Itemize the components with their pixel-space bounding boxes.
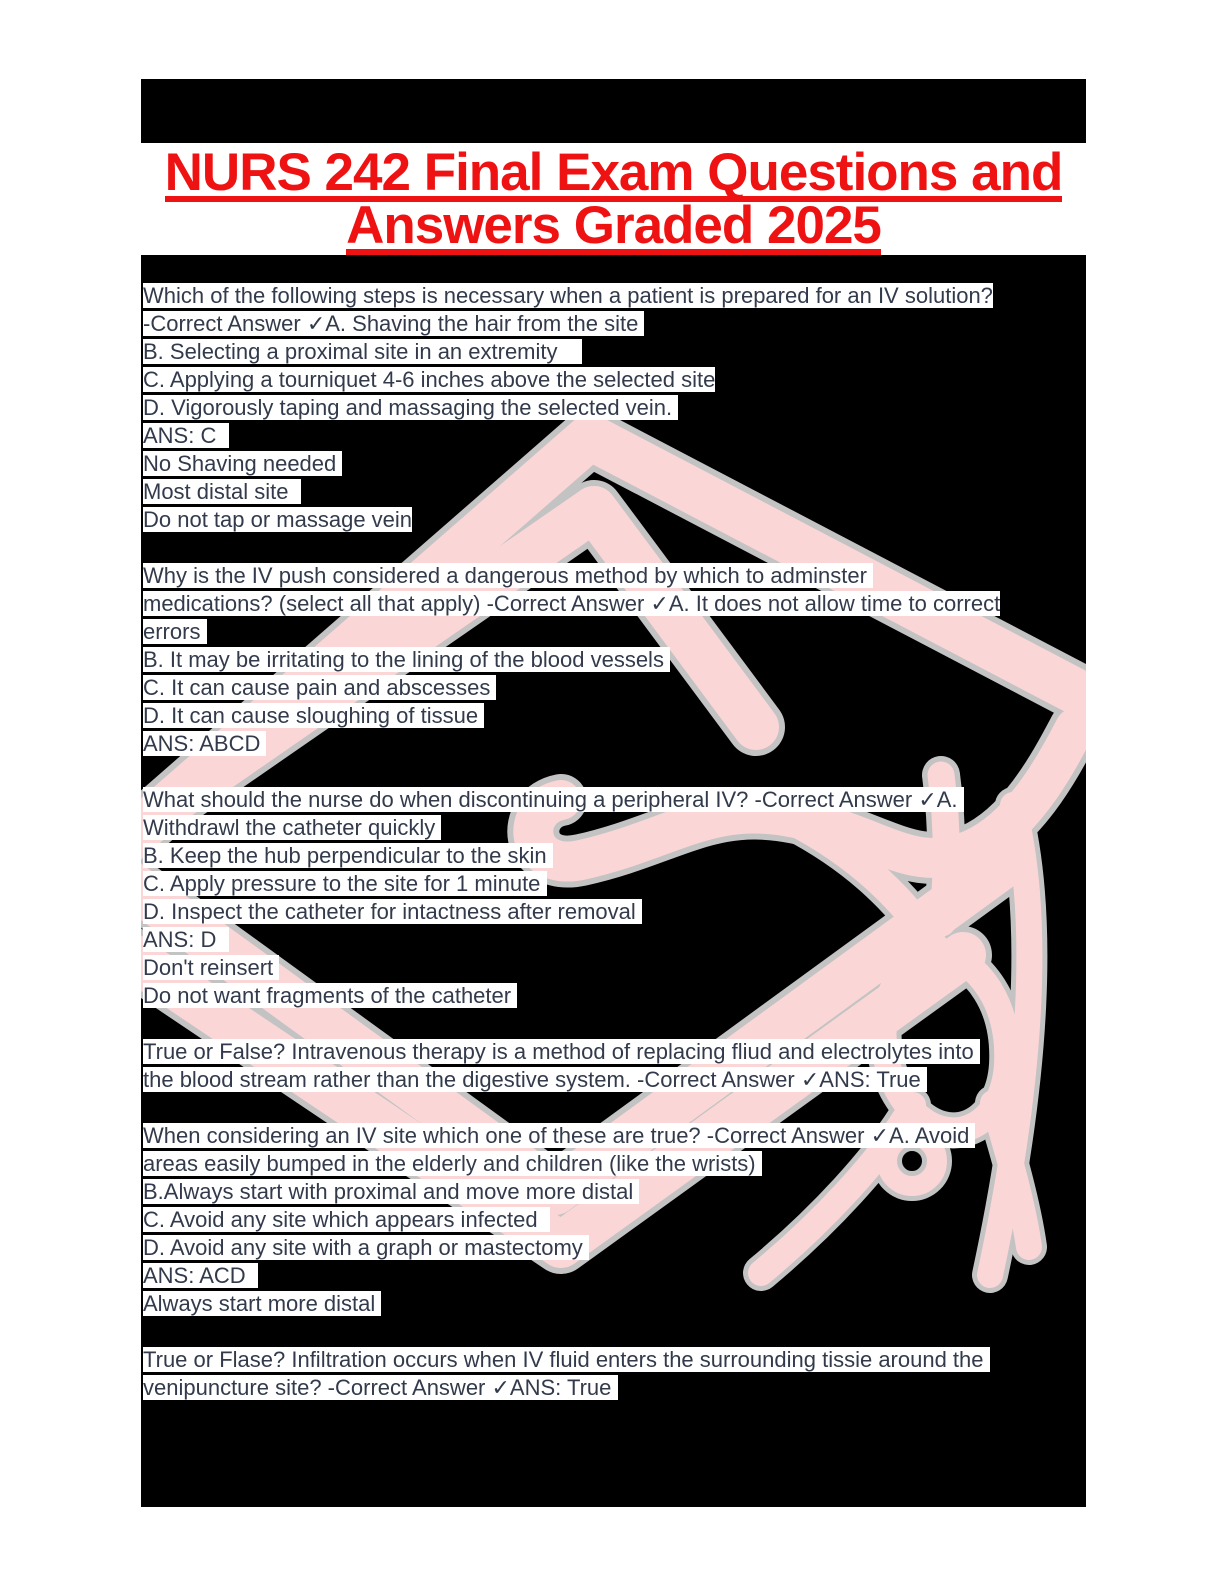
highlighted-text: medications? (select all that apply) -Correct Answer ✓A. It does not allow time to correct: [143, 591, 1001, 616]
page-title-text-2: Answers Graded 2025: [346, 196, 881, 255]
text-line: [143, 450, 1084, 478]
highlighted-text: What should the nurse do when discontinuing a peripheral IV? -Correct Answer ✓A.: [143, 787, 964, 812]
text-line: [143, 814, 1084, 842]
highlighted-text: B. It may be irritating to the lining of the blood vessels: [143, 647, 671, 672]
highlighted-text: Most distal site: [143, 479, 301, 504]
text-line: [143, 562, 1084, 590]
highlighted-text: D. It can cause sloughing of tissue: [143, 703, 485, 728]
highlighted-text: ANS: D: [143, 927, 229, 952]
text-line: [143, 982, 1084, 1010]
text-line: [143, 1262, 1084, 1290]
text-line: [143, 422, 1084, 450]
text-line: [143, 786, 1084, 814]
highlighted-text: Which of the following steps is necessary when a patient is prepared for an IV solution?: [143, 283, 993, 308]
page-title-line-1: [141, 143, 1086, 202]
highlighted-text: the blood stream rather than the digestive system. -Correct Answer ✓ANS: True: [143, 1067, 927, 1092]
text-line: [143, 394, 1084, 422]
highlighted-text: venipuncture site? -Correct Answer ✓ANS: True: [143, 1375, 618, 1400]
text-line: [143, 1122, 1084, 1150]
text-line: [143, 1178, 1084, 1206]
document-body: [141, 255, 1086, 1507]
highlighted-text: Always start more distal: [143, 1291, 382, 1316]
highlighted-text: C. It can cause pain and abscesses: [143, 675, 497, 700]
blank-line: [143, 758, 1084, 786]
highlighted-text: True or False? Intravenous therapy is a method of replacing fliud and electrolytes into: [143, 1039, 980, 1064]
page-title-text-1: NURS 242 Final Exam Questions and: [164, 143, 1063, 202]
highlighted-text: D. Avoid any site with a graph or mastectomy: [143, 1235, 589, 1260]
highlighted-text: -Correct Answer ✓A. Shaving the hair from the site: [143, 311, 645, 336]
highlighted-text: Why is the IV push considered a dangerous method by which to adminster: [143, 563, 874, 588]
text-layer: [143, 255, 1084, 1402]
title-band: [141, 143, 1086, 255]
text-line: [143, 842, 1084, 870]
text-line: [143, 338, 1084, 366]
highlighted-text: Don't reinsert: [143, 955, 280, 980]
top-black-bar: [141, 79, 1086, 143]
highlighted-text: B.Always start with proximal and move more distal: [143, 1179, 640, 1204]
text-line: [143, 1234, 1084, 1262]
highlighted-text: C. Avoid any site which appears infected: [143, 1207, 550, 1232]
highlighted-text: True or Flase? Infiltration occurs when IV fluid enters the surrounding tissie around the: [143, 1347, 990, 1372]
page-title-line-2: [141, 196, 1086, 255]
text-line: [143, 1066, 1084, 1094]
text-line: [143, 310, 1084, 338]
text-line: [143, 478, 1084, 506]
highlighted-text: When considering an IV site which one of these are true? -Correct Answer ✓A. Avoid: [143, 1123, 976, 1148]
text-line: [143, 1150, 1084, 1178]
highlighted-text: errors: [143, 619, 207, 644]
text-line: [143, 674, 1084, 702]
text-line: [143, 898, 1084, 926]
highlighted-text: D. Inspect the catheter for intactness after removal: [143, 899, 642, 924]
highlighted-text: B. Selecting a proximal site in an extremity: [143, 339, 582, 364]
text-line: [143, 1346, 1084, 1374]
highlighted-text: ANS: ACD: [143, 1263, 258, 1288]
highlighted-text: Do not tap or massage vein: [143, 507, 413, 532]
highlighted-text: D. Vigorously taping and massaging the selected vein.: [143, 395, 679, 420]
text-line: [143, 1374, 1084, 1402]
highlighted-text: C. Applying a tourniquet 4-6 inches above the selected site: [143, 367, 716, 392]
document-page: [141, 79, 1086, 1507]
blank-line: [143, 1094, 1084, 1122]
text-line: [143, 618, 1084, 646]
text-line: [143, 926, 1084, 954]
highlighted-text: C. Apply pressure to the site for 1 minute: [143, 871, 547, 896]
text-line: [143, 366, 1084, 394]
blank-line: [143, 1010, 1084, 1038]
highlighted-text: ANS: ABCD: [143, 731, 267, 756]
text-line: [143, 730, 1084, 758]
highlighted-text: areas easily bumped in the elderly and children (like the wrists): [143, 1151, 762, 1176]
highlighted-text: Withdrawl the catheter quickly: [143, 815, 442, 840]
text-line: [143, 646, 1084, 674]
text-line: [143, 1206, 1084, 1234]
highlighted-text: ANS: C: [143, 423, 229, 448]
text-line: [143, 590, 1084, 618]
text-line: [143, 506, 1084, 534]
text-line: [143, 870, 1084, 898]
blank-line: [143, 1318, 1084, 1346]
highlighted-text: Do not want fragments of the catheter: [143, 983, 518, 1008]
text-line: [143, 954, 1084, 982]
highlighted-text: B. Keep the hub perpendicular to the skin: [143, 843, 553, 868]
text-line: [143, 1038, 1084, 1066]
text-line: [143, 1290, 1084, 1318]
text-line: [143, 282, 1084, 310]
text-line: [143, 702, 1084, 730]
highlighted-text: No Shaving needed: [143, 451, 343, 476]
blank-line: [143, 534, 1084, 562]
